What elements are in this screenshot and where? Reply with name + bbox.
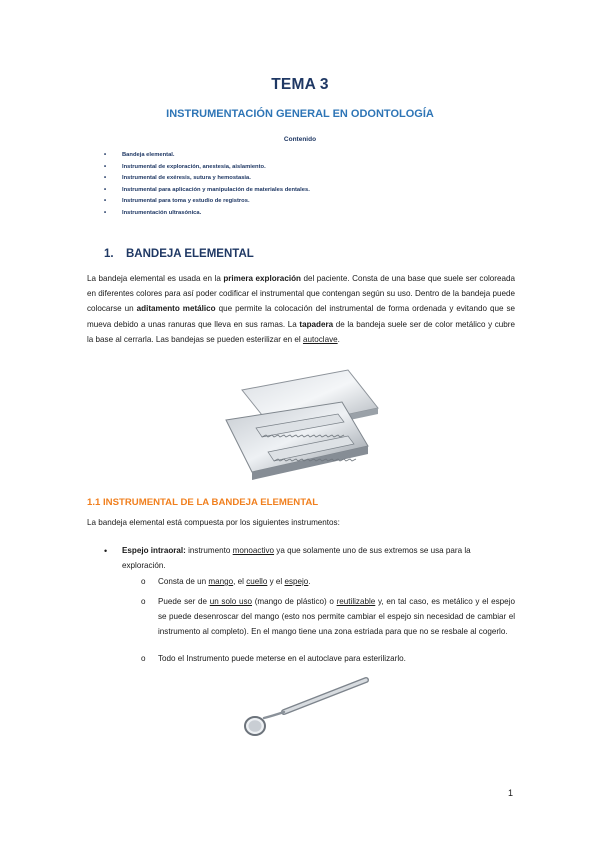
sub-bullet-icon: o — [141, 654, 146, 663]
contents-item: • Instrumental de exploración, anestesia, aislamiento. — [104, 162, 310, 174]
sub-item-autoclave: o Todo el Instrumento puede meterse en el autoclave para esterilizarlo. — [141, 651, 515, 666]
contents-item: • Instrumentación ultrasónica. — [104, 208, 310, 220]
page-subtitle: INSTRUMENTACIÓN GENERAL EN ODONTOLOGÍA — [166, 108, 434, 120]
bullet-icon: • — [104, 152, 107, 158]
contents-item: • Instrumental para aplicación y manipulación de materiales dentales. — [104, 185, 310, 197]
tray-image — [222, 368, 382, 483]
section-1-1-intro: La bandeja elemental está compuesta por los siguientes instrumentos: — [87, 518, 340, 527]
contents-item: • Instrumental para toma y estudio de registros. — [104, 196, 310, 208]
bullet-icon: • — [104, 186, 107, 193]
bullet-icon: • — [104, 198, 107, 205]
page-number: 1 — [508, 788, 514, 798]
section-1-heading — [104, 248, 254, 260]
bullet-icon: • — [104, 175, 107, 182]
bullet-icon: • — [104, 546, 108, 556]
bullet-icon: • — [104, 163, 107, 170]
contents-heading: Contenido — [283, 136, 317, 143]
sub-item-parts: o Consta de un mango, el cuello y el espejo. — [141, 574, 515, 589]
contents-item: • Bandeja elemental. — [104, 150, 310, 162]
dental-mirror-image — [240, 672, 370, 742]
contents-list — [104, 150, 310, 220]
sub-bullet-icon: o — [141, 577, 146, 586]
sub-item-types: o Puede ser de un solo uso (mango de plástico) o reutilizable y, en tal caso, es metálico y el espejo se puede desenroscar del mango (esto nos permite cambiar el espejo sin necesidad de cambiar el instrumento al completo). En el mango tiene una zona estriada para que no se resbale al cogerlo. — [141, 594, 515, 640]
list-item-mirror: • Espejo intraoral: instrumento monoactivo ya que solamente uno de sus extremos se usa para la exploración. — [104, 546, 471, 570]
bullet-icon: • — [104, 209, 107, 216]
section-1-paragraph: La bandeja elemental es usada en la primera exploración del paciente. Consta de una base que suele ser coloreada en diferentes colores para así poder codificar el instrumental que contengan según su uso. Dentro de la bandeja puede colocarse un aditamento metálico que permite la colocación del instrumental de forma ordenada y evitando que se mueva debido a unas ranuras que lleva en sus ramas. La tapadera de la bandeja suele ser de color metálico y cubre la base al cerrarla. Las bandejas se pueden esterilizar en el autoclave. — [87, 274, 515, 344]
section-title: BANDEJA ELEMENTAL — [126, 248, 254, 260]
page-title: TEMA 3 — [271, 76, 329, 93]
sub-bullet-icon: o — [141, 597, 146, 606]
contents-item: • Instrumental de exéresis, sutura y hemostasia. — [104, 173, 310, 185]
section-number: 1. — [104, 248, 114, 260]
section-1-1-heading: 1.1 INSTRUMENTAL DE LA BANDEJA ELEMENTAL — [87, 497, 319, 508]
